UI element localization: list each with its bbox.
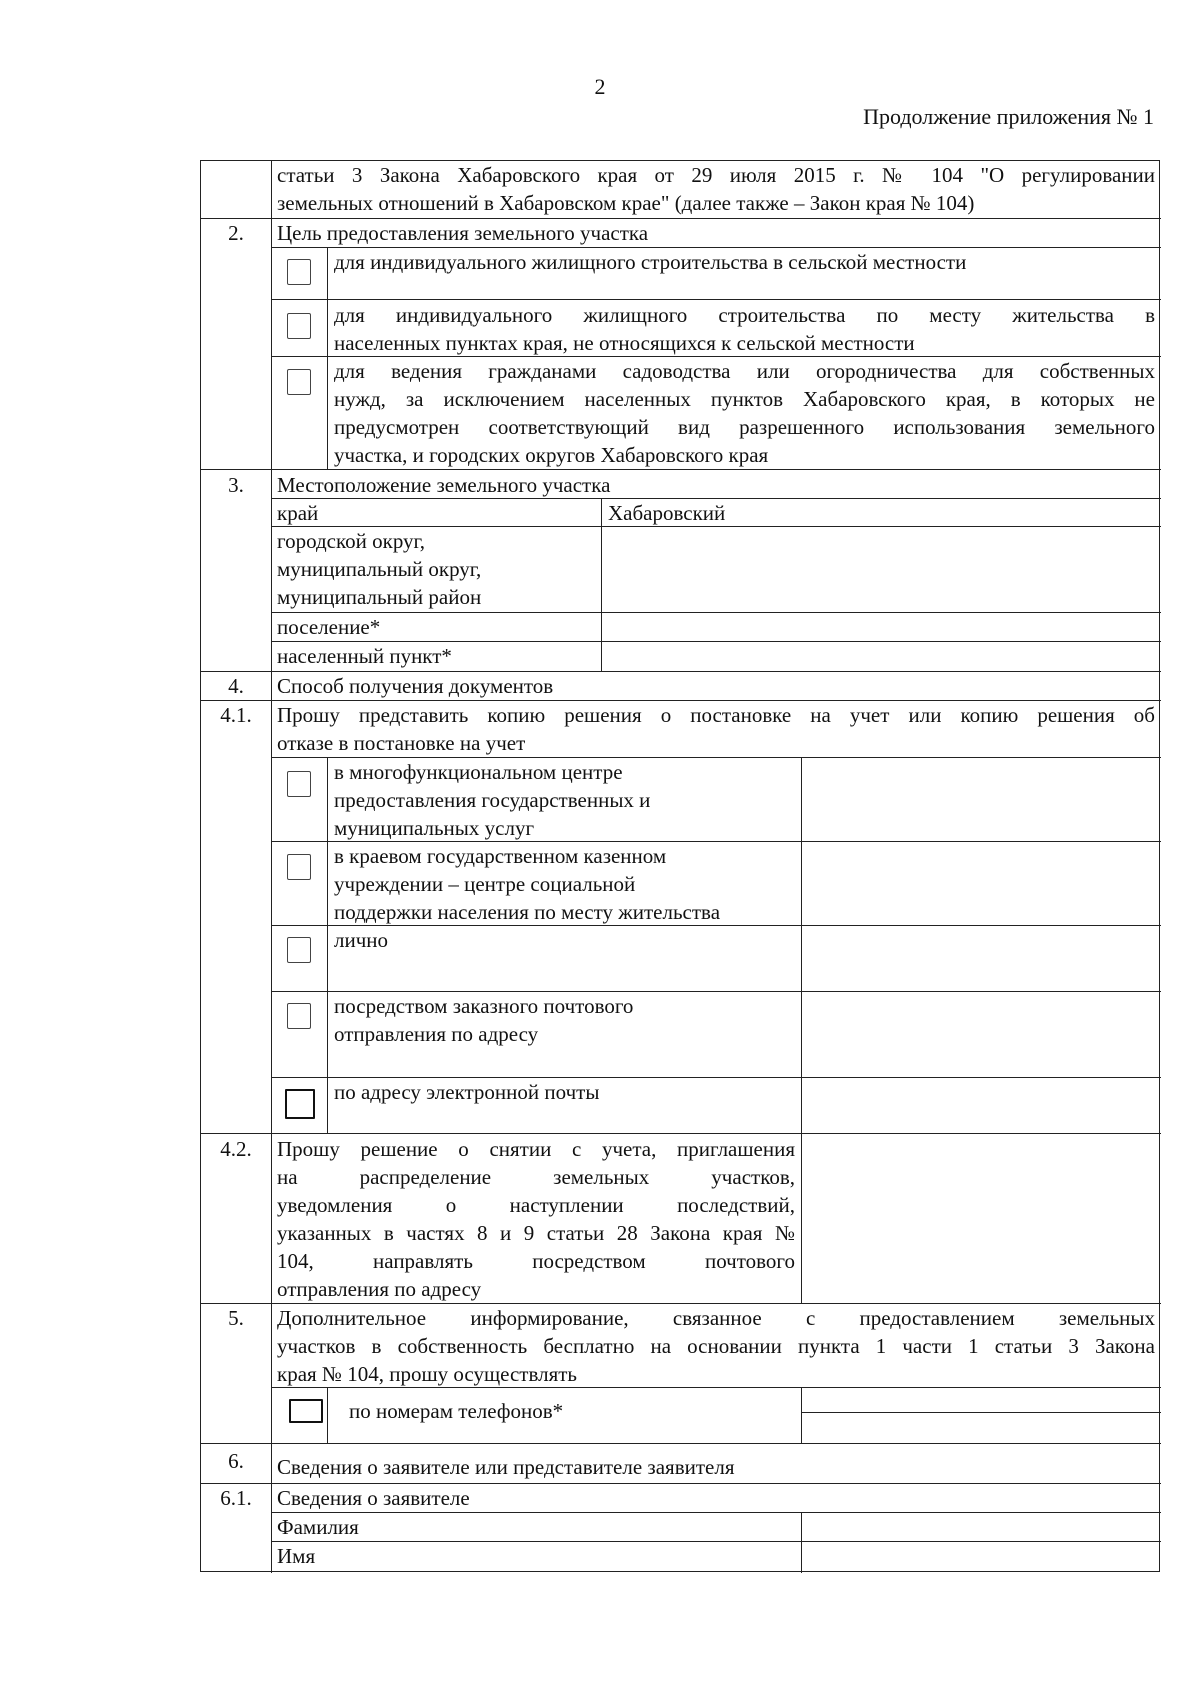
page-number: 2 xyxy=(594,74,606,99)
phone-number-field-2[interactable] xyxy=(803,1414,1159,1442)
purpose-garden-label-1: для ведения гражданами садоводства или огородничества для собственных xyxy=(334,359,1155,383)
section-4-1-text-1: Прошу представить копию решения о постановке на учет или копию решения об xyxy=(277,703,1155,727)
district-value-field[interactable] xyxy=(603,528,1159,611)
section-3-title: Местоположение земельного участка xyxy=(277,473,611,497)
section-2-title: Цель предоставления земельного участка xyxy=(277,221,649,245)
district-label-3: муниципальный район xyxy=(277,585,482,609)
section-4-1-text-2: отказе в постановке на учет xyxy=(277,731,526,755)
delivery-mfc-checkbox[interactable] xyxy=(287,771,311,797)
settlement-label: поселение* xyxy=(277,615,381,639)
delivery-mfc-label-2: предоставления государственных и xyxy=(334,788,651,812)
first-name-field[interactable] xyxy=(803,1543,1159,1571)
delivery-csp-checkbox[interactable] xyxy=(287,854,311,880)
section-4-2-text-3: уведомления о наступлении последствий, xyxy=(277,1193,795,1217)
section-6-1-title: Сведения о заявителе xyxy=(277,1486,470,1510)
surname-field[interactable] xyxy=(803,1514,1159,1540)
delivery-mail-checkbox[interactable] xyxy=(287,1003,311,1029)
purpose-garden-label-3: предусмотрен соответствующий вид разрешенного использования земельного xyxy=(334,415,1155,439)
section-4-2-address-field[interactable] xyxy=(803,1135,1159,1302)
purpose-residence-label-1: для индивидуального жилищного строительства по месту жительства в xyxy=(334,303,1155,327)
settlement-value-field[interactable] xyxy=(603,614,1159,640)
region-label: край xyxy=(277,501,319,525)
delivery-csp-label-3: поддержки населения по месту жительства xyxy=(334,900,721,924)
section-5-text-1: Дополнительное информирование, связанное с предоставлением земельных xyxy=(277,1306,1155,1330)
delivery-personal-checkbox[interactable] xyxy=(287,937,311,963)
delivery-email-label: по адресу электронной почты xyxy=(334,1080,600,1104)
purpose-rural-checkbox[interactable] xyxy=(287,259,311,285)
section-6-number: 6. xyxy=(228,1449,244,1473)
section-4-2-text-5: 104, направлять посредством почтового xyxy=(277,1249,795,1273)
locality-value-field[interactable] xyxy=(603,643,1159,670)
inform-phone-checkbox[interactable] xyxy=(289,1399,323,1423)
purpose-garden-label-4: участка, и городских округов Хабаровского края xyxy=(334,443,769,467)
first-name-label: Имя xyxy=(277,1544,316,1568)
section-6-title: Сведения о заявителе или представителе заявителя xyxy=(277,1455,735,1479)
law-reference-line-1: статьи 3 Закона Хабаровского края от 29 июля 2015 г. № 104 "О регулировании xyxy=(277,163,1155,187)
region-value: Хабаровский xyxy=(608,501,726,525)
section-2-number: 2. xyxy=(228,221,244,245)
application-form-table xyxy=(200,160,1160,1572)
section-4-title: Способ получения документов xyxy=(277,674,554,698)
section-4-2-text-2: на распределение земельных участков, xyxy=(277,1165,795,1189)
surname-label: Фамилия xyxy=(277,1515,359,1539)
phone-number-field-1[interactable] xyxy=(803,1389,1159,1411)
purpose-garden-label-2: нужд, за исключением населенных пунктов Хабаровского края, в которых не xyxy=(334,387,1155,411)
delivery-mfc-label-1: в многофункциональном центре xyxy=(334,760,623,784)
section-4-number: 4. xyxy=(228,674,244,698)
purpose-rural-label: для индивидуального жилищного строительства в сельской местности xyxy=(334,250,967,274)
purpose-residence-checkbox[interactable] xyxy=(287,313,311,339)
delivery-mail-address-field[interactable] xyxy=(803,993,1159,1076)
purpose-residence-label-2: населенных пунктах края, не относящихся к сельской местности xyxy=(334,331,915,355)
section-3-number: 3. xyxy=(228,473,244,497)
section-5-number: 5. xyxy=(228,1306,244,1330)
delivery-csp-label-2: учреждении – центре социальной xyxy=(334,872,636,896)
law-reference-line-2: земельных отношений в Хабаровском крае" (далее также – Закон края № 104) xyxy=(277,191,975,215)
district-label-2: муниципальный округ, xyxy=(277,557,482,581)
district-label-1: городской округ, xyxy=(277,529,426,553)
section-4-2-text-1: Прошу решение о снятии с учета, приглашения xyxy=(277,1137,795,1161)
section-4-1-number: 4.1. xyxy=(220,703,252,727)
section-4-2-text-6: отправления по адресу xyxy=(277,1277,482,1301)
section-5-text-3: края № 104, прошу осуществлять xyxy=(277,1362,577,1386)
section-6-1-number: 6.1. xyxy=(220,1486,252,1510)
delivery-email-address-field[interactable] xyxy=(803,1079,1159,1132)
inform-phone-label: по номерам телефонов* xyxy=(349,1399,564,1423)
section-5-text-2: участков в собственность бесплатно на основании пункта 1 части 1 статьи 3 Закона xyxy=(277,1334,1155,1358)
delivery-mail-label-2: отправления по адресу xyxy=(334,1022,539,1046)
purpose-garden-checkbox[interactable] xyxy=(287,369,311,395)
locality-label: населенный пункт* xyxy=(277,644,452,668)
continuation-label: Продолжение приложения № 1 xyxy=(863,104,1154,129)
delivery-csp-label-1: в краевом государственном казенном xyxy=(334,844,667,868)
delivery-personal-label: лично xyxy=(334,928,389,952)
delivery-mfc-label-3: муниципальных услуг xyxy=(334,816,535,840)
section-4-2-number: 4.2. xyxy=(220,1137,252,1161)
section-4-2-text-4: указанных в частях 8 и 9 статьи 28 Закона края № xyxy=(277,1221,795,1245)
delivery-mail-label-1: посредством заказного почтового xyxy=(334,994,634,1018)
delivery-email-checkbox[interactable] xyxy=(285,1089,315,1119)
